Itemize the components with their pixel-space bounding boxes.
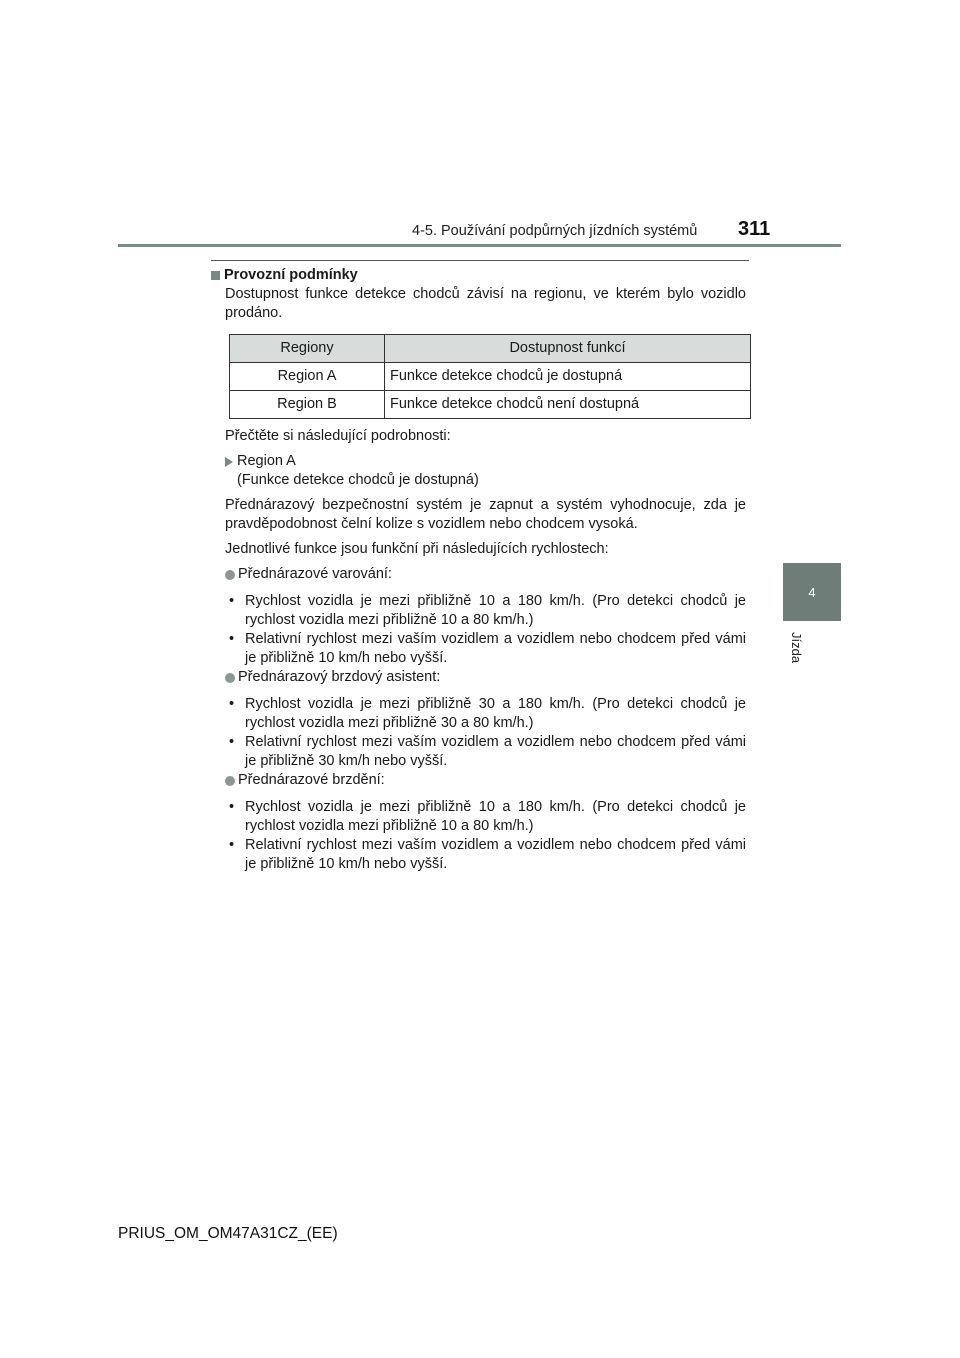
function-title bbox=[211, 668, 746, 687]
header-section-title: 4-5. Používání podpůrných jízdních systémů bbox=[412, 223, 698, 239]
bullet-item bbox=[211, 836, 746, 874]
function-block bbox=[211, 565, 746, 668]
function-title bbox=[211, 565, 746, 584]
table-header-cell: Regiony bbox=[230, 335, 385, 363]
circle-bullet-icon bbox=[225, 776, 235, 786]
bullet-mark: • bbox=[225, 631, 235, 647]
table-cell: Funkce detekce chodců je dostupná bbox=[385, 363, 751, 391]
paragraph-speeds: Jednotlivé funkce jsou funkční při následujících rychlostech: bbox=[225, 541, 609, 557]
content bbox=[211, 266, 746, 874]
bullet-mark: • bbox=[225, 837, 235, 853]
chapter-tab: 4 bbox=[783, 563, 841, 621]
region-a-heading bbox=[211, 452, 746, 490]
intro-paragraph: Dostupnost funkce detekce chodců závisí na regionu, ve kterém bylo vozidlo prodáno. bbox=[225, 286, 746, 321]
bullet-item bbox=[211, 733, 746, 771]
bullet-item bbox=[211, 798, 746, 836]
footer-code: PRIUS_OM_OM47A31CZ_(EE) bbox=[118, 1225, 338, 1242]
bullet-mark: • bbox=[225, 593, 235, 609]
table-cell: Region B bbox=[230, 391, 385, 419]
bullet-text: Rychlost vozidla je mezi přibližně 10 a 180 km/h. (Pro detekci chodců je rychlost vozidla mezi přibližně 10 a 80 km/h.) bbox=[245, 799, 746, 834]
bullet-text: Relativní rychlost mezi vaším vozidlem a vozidlem nebo chodcem před vámi je přibližně 10 km/h nebo vyšší. bbox=[245, 837, 746, 872]
chapter-name: Jízda bbox=[789, 632, 804, 664]
region-a-subtitle: (Funkce detekce chodců je dostupná) bbox=[237, 472, 479, 488]
function-title-text: Přednárazové varování: bbox=[238, 566, 392, 582]
bullet-text: Relativní rychlost mezi vaším vozidlem a vozidlem nebo chodcem před vámi je přibližně 10 km/h nebo vyšší. bbox=[245, 631, 746, 666]
function-block bbox=[211, 771, 746, 874]
region-a-title: Region A bbox=[237, 453, 296, 469]
section-heading bbox=[211, 266, 746, 285]
circle-bullet-icon bbox=[225, 673, 235, 683]
bullet-item bbox=[211, 630, 746, 668]
regions-table bbox=[229, 334, 751, 419]
table-cell: Funkce detekce chodců není dostupná bbox=[385, 391, 751, 419]
bullet-text: Relativní rychlost mezi vaším vozidlem a vozidlem nebo chodcem před vámi je přibližně 30 km/h nebo vyšší. bbox=[245, 734, 746, 769]
page-number: 311 bbox=[738, 218, 771, 240]
paragraph-system: Přednárazový bezpečnostní systém je zapnut a systém vyhodnocuje, zda je pravděpodobnost čelní kolize s vozidlem nebo chodcem vysoká. bbox=[225, 497, 746, 532]
function-title bbox=[211, 771, 746, 790]
table-header-row bbox=[230, 335, 751, 363]
content-rule bbox=[211, 260, 749, 261]
table-cell: Region A bbox=[230, 363, 385, 391]
bullet-text: Rychlost vozidla je mezi přibližně 30 a 180 km/h. (Pro detekci chodců je rychlost vozidla mezi přibližně 30 a 80 km/h.) bbox=[245, 696, 746, 731]
function-title-text: Přednárazový brzdový asistent: bbox=[238, 669, 441, 685]
section-heading-text: Provozní podmínky bbox=[224, 267, 358, 283]
bullet-mark: • bbox=[225, 734, 235, 750]
function-title-text: Přednárazové brzdění: bbox=[238, 772, 385, 788]
bullet-mark: • bbox=[225, 696, 235, 712]
table-row bbox=[230, 363, 751, 391]
header-rule bbox=[118, 244, 841, 247]
bullet-text: Rychlost vozidla je mezi přibližně 10 a 180 km/h. (Pro detekci chodců je rychlost vozidla mezi přibližně 10 a 80 km/h.) bbox=[245, 593, 746, 628]
region-a-text bbox=[237, 452, 479, 490]
function-block bbox=[211, 668, 746, 771]
bullet-item bbox=[211, 695, 746, 733]
square-bullet-icon bbox=[211, 271, 220, 280]
table-header-cell: Dostupnost funkcí bbox=[385, 335, 751, 363]
table-row bbox=[230, 391, 751, 419]
circle-bullet-icon bbox=[225, 570, 235, 580]
triangle-bullet-icon bbox=[225, 457, 233, 467]
bullet-item bbox=[211, 592, 746, 630]
read-more-text: Přečtěte si následující podrobnosti: bbox=[225, 428, 451, 444]
bullet-mark: • bbox=[225, 799, 235, 815]
